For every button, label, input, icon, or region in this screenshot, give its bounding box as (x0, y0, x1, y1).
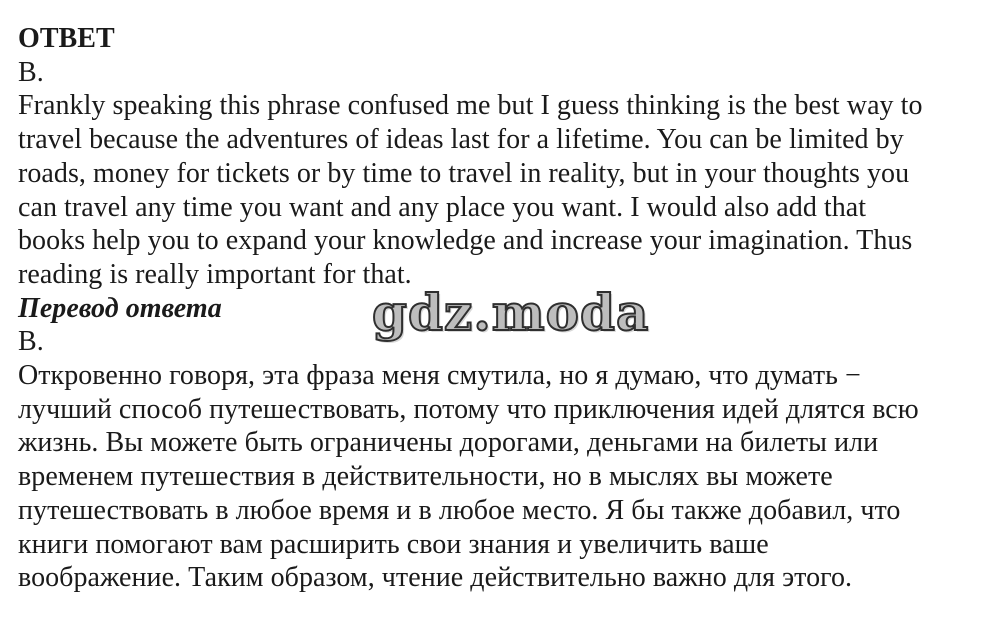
english-line: books help you to expand your knowledge and increase your imagination. Thus (18, 225, 913, 257)
russian-line: воображение. Таким образом, чтение действительно важно для этого. (18, 562, 853, 594)
russian-line: путешествовать в любое время и в любое место. Я бы также добавил, что (18, 494, 901, 526)
english-line: reading is really important for that. (18, 258, 412, 290)
russian-line: лучший способ путешествовать, потому что приключения идей длятся всю (18, 393, 919, 425)
russian-line: временем путешествия в действительности, но в мыслях вы можете (18, 461, 833, 493)
russian-line: Откровенно говоря, эта фраза меня смутила, но я думаю, что думать − (18, 360, 861, 392)
russian-line: жизнь. Вы можете быть ограничены дорогами, деньгами на билеты или (18, 427, 879, 459)
answer-letter: B. (18, 56, 44, 88)
russian-translation-paragraph (18, 359, 988, 595)
translation-heading: Перевод ответа (18, 292, 222, 324)
watermark-logo: gdz.moda (372, 283, 650, 342)
translation-letter: B. (18, 326, 44, 358)
answer-heading: ОТВЕТ (18, 23, 115, 54)
english-answer-paragraph (18, 89, 988, 291)
english-line: roads, money for tickets or by time to travel in reality, but in your thoughts you (18, 157, 910, 189)
english-line: travel because the adventures of ideas last for a lifetime. You can be limited by (18, 124, 904, 156)
english-line: Frankly speaking this phrase confused me but I guess thinking is the best way to (18, 90, 923, 122)
russian-line: книги помогают вам расширить свои знания и увеличить ваше (18, 528, 769, 560)
english-line: can travel any time you want and any place you want. I would also add that (18, 191, 867, 223)
